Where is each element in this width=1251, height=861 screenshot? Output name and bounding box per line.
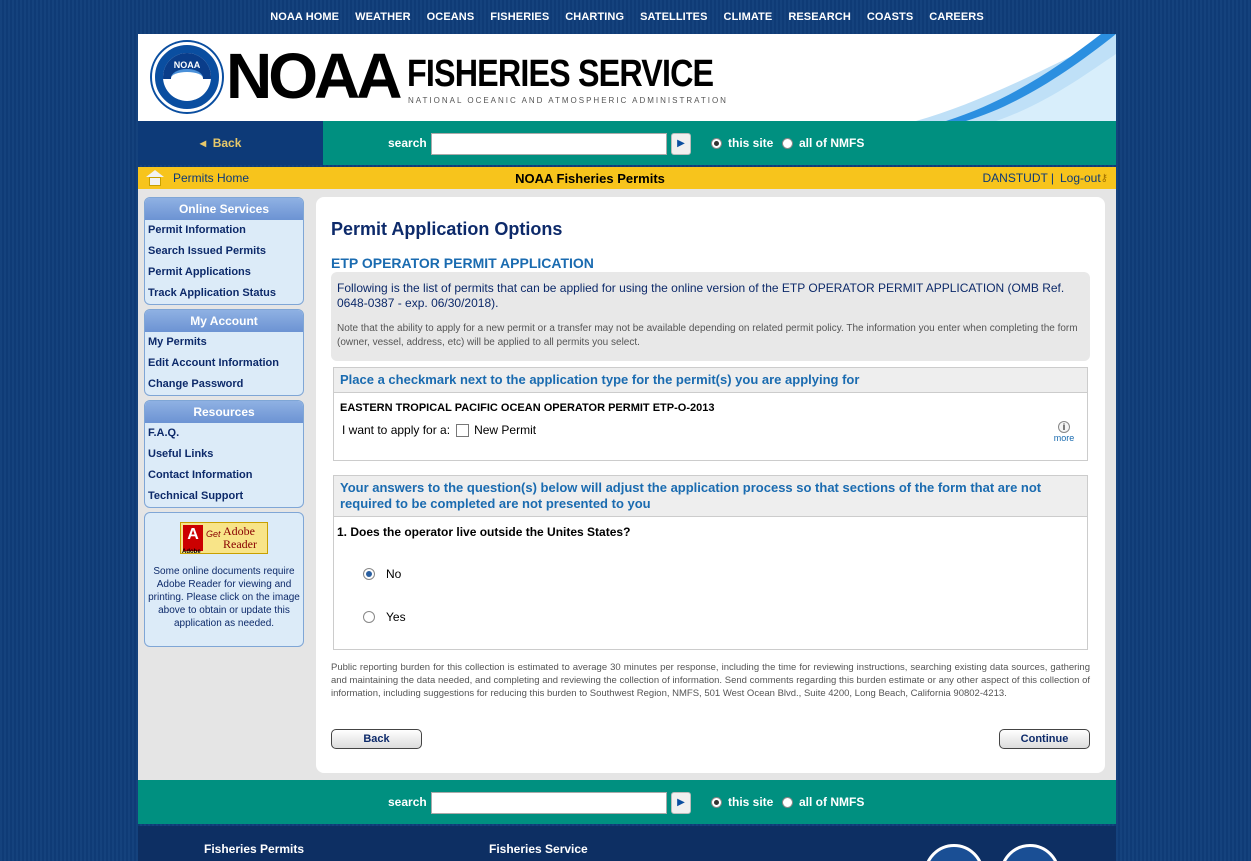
sidebar-my-account: My Account My Permits Edit Account Information Change Password: [144, 309, 304, 396]
username-link[interactable]: DANSTUDT: [982, 171, 1048, 185]
more-info-button[interactable]: i more: [1053, 422, 1075, 443]
search-label: search: [388, 136, 427, 150]
brand-noaa: NOAA: [226, 40, 399, 112]
sidebar-item-permit-information[interactable]: Permit Information: [148, 224, 246, 236]
user-area: DANSTUDT | Log-out ⚷: [982, 171, 1108, 185]
sidebar-item-change-password[interactable]: Change Password: [148, 378, 244, 390]
permits-panel-header: Place a checkmark next to the application type for the permit(s) you are applying for: [334, 368, 1087, 393]
questions-panel-header: Your answers to the question(s) below will adjust the application process so that sections of the form that are not required to be completed are not presented to you: [334, 476, 1087, 517]
search-go-button[interactable]: [671, 133, 691, 155]
logout-link[interactable]: Log-out: [1059, 171, 1101, 185]
intro-note: Note that the ability to apply for a new permit or a transfer may not be available depending on related permit policy. The information you enter when completing the form (owner, vessel, address, etc) will be applied to all permits you select.: [337, 323, 1078, 348]
permit-name: EASTERN TROPICAL PACIFIC OCEAN OPERATOR PERMIT ETP-O-2013: [340, 402, 715, 414]
application-title: ETP OPERATOR PERMIT APPLICATION: [331, 255, 594, 271]
radio-button: [363, 568, 375, 580]
footer-fisheries-permits[interactable]: Fisheries Permits: [204, 842, 305, 856]
back-button[interactable]: Back: [331, 729, 422, 749]
answer-no[interactable]: No: [363, 567, 401, 581]
sidebar-resources: Resources F.A.Q. Useful Links Contact Information Technical Support: [144, 400, 304, 508]
radio-this-site-bottom[interactable]: this site: [711, 795, 773, 809]
radio-this-site[interactable]: this site: [711, 136, 773, 150]
nav-satellites[interactable]: SATELLITES: [640, 11, 708, 23]
nav-coasts[interactable]: COASTS: [866, 11, 914, 23]
radio-button: [711, 138, 722, 149]
info-icon: i: [1058, 421, 1070, 433]
nav-fisheries[interactable]: FISHERIES: [490, 11, 550, 23]
radio-button: [782, 138, 793, 149]
sidebar-item-search-issued-permits[interactable]: Search Issued Permits: [148, 245, 267, 257]
nav-oceans[interactable]: OCEANS: [426, 11, 475, 23]
permits-bar: [138, 167, 1116, 189]
back-link[interactable]: ◂ Back: [200, 136, 242, 150]
sidebar-item-useful-links[interactable]: Useful Links: [148, 448, 214, 460]
nav-careers[interactable]: CAREERS: [929, 11, 984, 23]
sidebar-item-faq[interactable]: F.A.Q.: [148, 427, 180, 439]
wave-swoosh-icon: [916, 34, 1116, 121]
site-banner: [138, 34, 1116, 121]
noaa-logo-icon[interactable]: NOAA: [152, 42, 222, 112]
sidebar-item-contact-information[interactable]: Contact Information: [148, 469, 253, 481]
page-title: Permit Application Options: [331, 219, 563, 239]
radio-button: [782, 797, 793, 808]
burden-statement: Public reporting burden for this collection is estimated to average 30 minutes per response, including the time for reviewing instructions, searching existing data sources, gathering and maintaining the data needed, and completing and reviewing the collection of information. Send comments regarding this burden estimate or any other aspect of this collection of information, including suggestions for reducing this burden to Southwest Region, NMFS, 501 West Ocean Blvd., Suite 4200, Long Beach, California 90802-4213.: [331, 662, 1090, 699]
brand-fisheries-service: FISHERIES SERVICE: [407, 53, 714, 95]
nav-noaa-home[interactable]: NOAA HOME: [270, 11, 340, 23]
continue-button[interactable]: Continue: [999, 729, 1090, 749]
search-label: search: [388, 795, 427, 809]
footer-fisheries-service[interactable]: Fisheries Service: [489, 842, 588, 856]
nav-weather[interactable]: WEATHER: [355, 11, 411, 23]
apply-row: I want to apply for a: New Permit: [342, 423, 537, 437]
footer: [138, 826, 1116, 861]
sidebar-item-permit-applications[interactable]: Permit Applications: [148, 266, 251, 278]
new-permit-checkbox[interactable]: [456, 424, 469, 437]
sidebar: [144, 197, 304, 647]
commerce-seal-icon[interactable]: [1000, 844, 1060, 861]
sidebar-item-edit-account[interactable]: Edit Account Information: [148, 357, 279, 369]
page-section-title: NOAA Fisheries Permits: [515, 171, 665, 186]
adobe-reader-box: [144, 512, 304, 647]
nav-research[interactable]: RESEARCH: [788, 11, 851, 23]
radio-button: [363, 611, 375, 623]
permits-home-link[interactable]: Permits Home: [173, 171, 250, 185]
search-input[interactable]: [431, 133, 667, 155]
get-adobe-reader-button[interactable]: A Get Adobe Reader Adobe: [180, 522, 268, 554]
radio-all-nmfs[interactable]: all of NMFS: [782, 136, 864, 150]
sidebar-item-track-application-status[interactable]: Track Application Status: [148, 287, 276, 299]
page-wrapper: [138, 0, 1116, 861]
main-area: [138, 189, 1116, 780]
adobe-logo-icon: A: [183, 525, 203, 551]
permits-panel: [333, 367, 1088, 461]
search-go-button-bottom[interactable]: [671, 792, 691, 814]
sidebar-online-services: Online Services Permit Information Search Issued Permits Permit Applications Track Application Status: [144, 197, 304, 305]
nav-climate[interactable]: CLIMATE: [723, 11, 773, 23]
answer-yes[interactable]: Yes: [363, 610, 406, 624]
radio-all-nmfs-bottom[interactable]: all of NMFS: [782, 795, 864, 809]
arrow-right-icon: ▶: [677, 138, 685, 149]
question-text: 1. Does the operator live outside the Unites States?: [337, 525, 631, 539]
seagull-icon: [171, 69, 203, 87]
lock-icon: ⚷: [1100, 172, 1108, 184]
arrow-right-icon: ▶: [677, 797, 685, 808]
search-bar-top: [138, 121, 1116, 165]
noaa-seal-icon[interactable]: [924, 844, 984, 861]
intro-box: [331, 272, 1090, 361]
new-permit-label[interactable]: New Permit: [474, 423, 537, 437]
radio-button: [711, 797, 722, 808]
sidebar-item-technical-support[interactable]: Technical Support: [148, 490, 244, 502]
back-zone: [138, 121, 323, 165]
content-panel: [316, 197, 1105, 773]
brand-subtitle: NATIONAL OCEANIC AND ATMOSPHERIC ADMINISTRATION: [408, 96, 728, 105]
intro-text: Following is the list of permits that can be applied for using the online version of the ETP OPERATOR PERMIT APPLICATION (OMB Ref. 0648-0387 - exp. 06/30/2018).: [337, 281, 1065, 310]
search-input-bottom[interactable]: [431, 792, 667, 814]
nav-charting[interactable]: CHARTING: [565, 11, 625, 23]
adobe-note: Some online documents require Adobe Reader for viewing and printing. Please click on the image above to obtain or update this application as needed.: [148, 566, 300, 629]
sidebar-item-my-permits[interactable]: My Permits: [148, 336, 207, 348]
search-bar-bottom: [138, 780, 1116, 824]
top-navigation: [138, 0, 1116, 34]
questions-panel: [333, 475, 1088, 650]
